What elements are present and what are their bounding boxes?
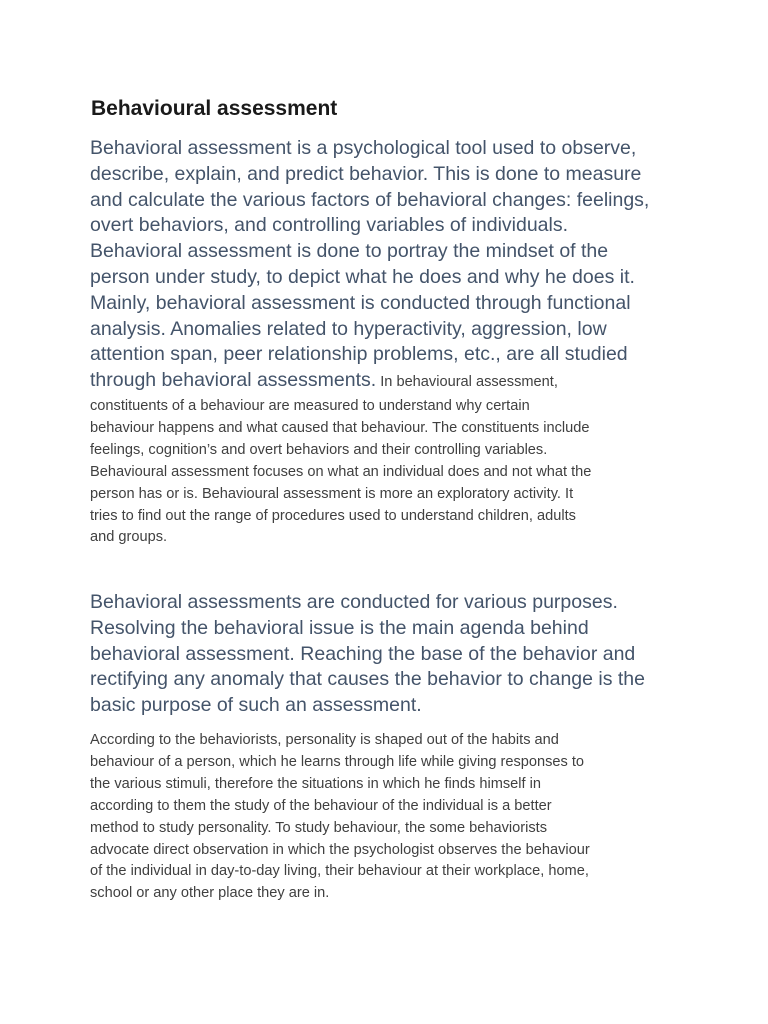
section-3 (90, 730, 680, 905)
lead-line: and calculate the various factors of behavioral changes: feelings, (90, 188, 650, 211)
lead-line: analysis. Anomalies related to hyperactivity, aggression, low (90, 317, 607, 340)
lead-line: Behavioral assessment is a psychological tool used to observe, (90, 137, 637, 159)
body-line: constituents of a behaviour are measured to understand why certain (90, 397, 530, 414)
lead-line: Mainly, behavioral assessment is conducted through functional (90, 291, 631, 314)
page-title: Behavioural assessment (91, 97, 338, 120)
lead-line-mixed (90, 368, 680, 396)
body-line: feelings, cognition’s and overt behaviors and their controlling variables. (90, 441, 548, 458)
body-line: tries to find out the range of procedures used to understand children, adults (90, 507, 576, 524)
lead-line: Resolving the behavioral issue is the main agenda behind (90, 616, 589, 639)
body-line: school or any other place they are in. (90, 885, 330, 902)
body-line: Behavioural assessment focuses on what an individual does and not what the (90, 463, 592, 480)
body-line: and groups. (90, 529, 168, 546)
lead-line: rectifying any anomaly that causes the behavior to change is the (90, 668, 645, 691)
lead-line: basic purpose of such an assessment. (90, 694, 422, 717)
lead-line: Behavioral assessment is done to portray the mindset of the (90, 240, 609, 263)
body-line: According to the behaviorists, personality is shaped out of the habits and (90, 732, 559, 748)
body-line: behaviour of a person, which he learns through life while giving responses to (90, 753, 585, 770)
lead-line: Behavioral assessments are conducted for various purposes. (90, 591, 618, 613)
body-line: behaviour happens and what caused that behaviour. The constituents include (90, 419, 590, 436)
body-line: of the individual in day-to-day living, their behaviour at their workplace, home, (90, 863, 589, 880)
lead-line: behavioral assessment. Reaching the base of the behavior and (90, 642, 636, 665)
lead-line: person under study, to depict what he does and why he does it. (90, 265, 635, 288)
body-line: advocate direct observation in which the psychologist observes the behaviour (90, 841, 590, 858)
body-line: method to study personality. To study behaviour, the some behaviorists (90, 819, 547, 836)
section-2 (90, 590, 680, 719)
lead-text-span: through behavioral assessments. (90, 369, 377, 392)
lead-line: describe, explain, and predict behavior. This is done to measure (90, 162, 642, 185)
body-line: according to them the study of the behaviour of the individual is a better (90, 797, 552, 814)
inline-small-text: In behavioural assessment, (376, 374, 558, 391)
body-line: the various stimuli, therefore the situations in which he finds himself in (90, 775, 542, 792)
section-1 (90, 136, 680, 549)
body-line: person has or is. Behavioural assessment is more an exploratory activity. It (90, 485, 574, 502)
lead-line: overt behaviors, and controlling variables of individuals. (90, 214, 569, 237)
lead-line: attention span, peer relationship problems, etc., are all studied (90, 343, 628, 366)
